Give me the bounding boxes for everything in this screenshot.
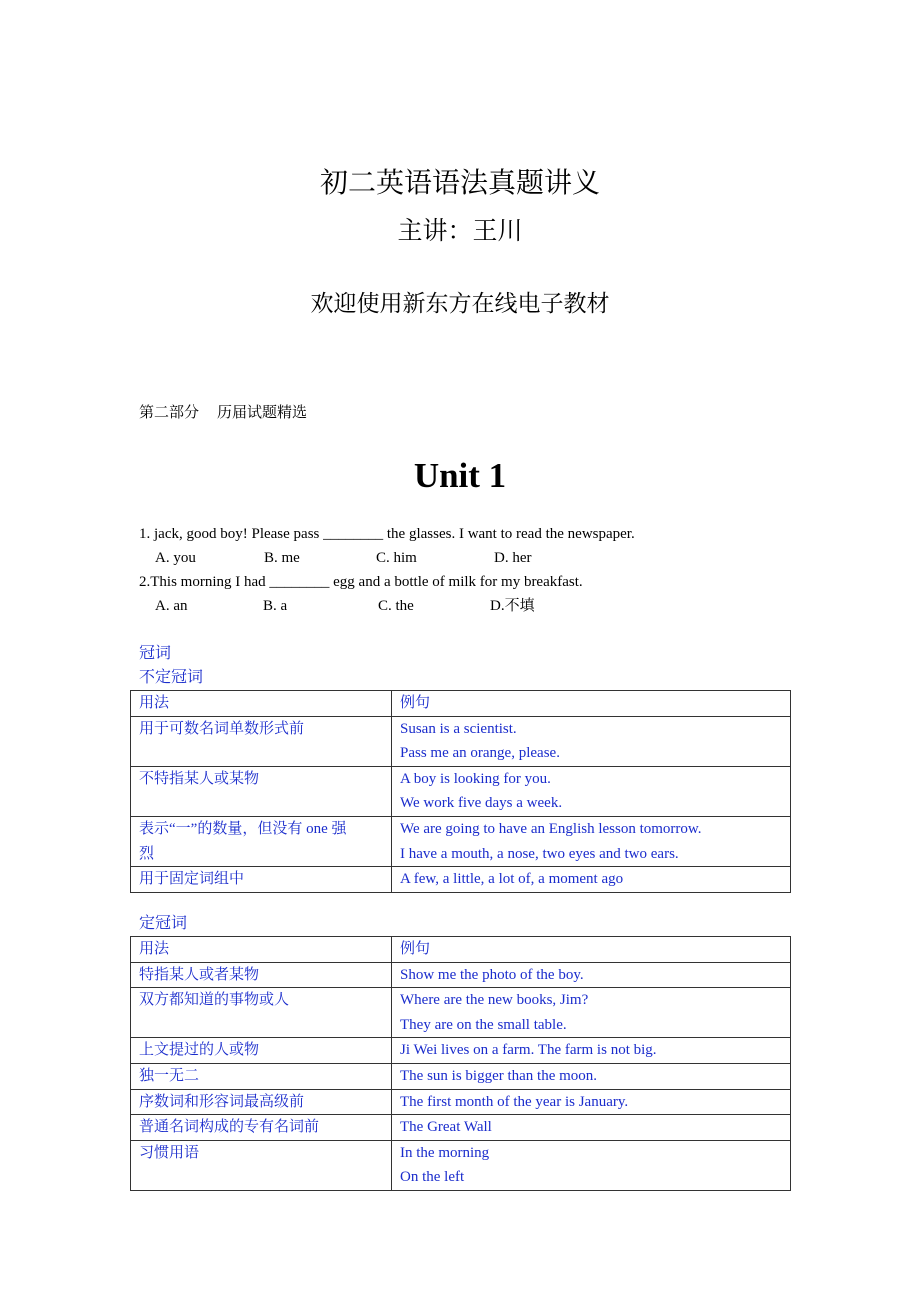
example-sentence: I have a mouth, a nose, two eyes and two ears. [400,845,679,862]
option-a: A. you [155,550,196,566]
usage-cell [131,1089,392,1115]
example-cell [392,716,791,766]
example-cell [392,816,791,866]
usage-text: 习惯用语 [139,1144,200,1161]
example-sentence: Susan is a scientist. [400,720,517,737]
table-row [131,816,791,866]
table-row [131,1089,791,1115]
table-row [131,1063,791,1089]
example-sentence: A few, a little, a lot of, a moment ago [400,871,624,888]
example-sentence: A boy is looking for you. [400,770,551,787]
usage-text: 序数词和形容词最高级前 [139,1093,305,1110]
example-sentence: Ji Wei lives on a farm. The farm is not big. [400,1042,657,1059]
example-sentence: Pass me an orange, please. [400,745,560,762]
example-cell [392,867,791,893]
unit-title: Unit 1 [413,456,507,495]
table-header-row [131,691,791,717]
welcome-line: 欢迎使用新东方在线电子教材 [310,291,610,316]
question-2-text: 2.This morning I had ________ egg and a bottle of milk for my breakfast. [139,574,583,590]
section-heading [139,402,307,424]
example-sentence: They are on the small table. [400,1016,567,1033]
header-example: 例句 [392,937,791,963]
table-row [131,867,791,893]
option-c: C. him [376,550,417,566]
example-cell [392,1063,791,1089]
example-sentence: The Great Wall [400,1119,492,1136]
question-1-options [155,546,755,570]
option-c: C. the [378,598,414,614]
indefinite-article-table [130,690,791,893]
example-sentence: The first month of the year is January. [400,1093,629,1110]
table-row [131,1115,791,1141]
option-b: B. a [263,598,288,614]
example-cell [392,1089,791,1115]
header-usage: 用法 [131,937,392,963]
option-d: D. her [494,550,532,566]
example-sentence: The sun is bigger than the moon. [400,1067,598,1084]
usage-text: 特指某人或者某物 [139,966,260,983]
example-sentence: We work five days a week. [400,795,563,812]
example-cell [392,988,791,1038]
usage-cell [131,1140,392,1190]
usage-cell [131,716,392,766]
question-2-options [155,594,755,618]
usage-cell [131,1115,392,1141]
option-d: D.不填 [490,598,535,614]
indefinite-article-label: 不定冠词 [139,669,204,686]
definite-article-label: 定冠词 [139,915,188,932]
usage-cell [131,962,392,988]
example-sentence: On the left [400,1169,465,1186]
example-sentence: Where are the new books, Jim? [400,992,589,1009]
usage-text: 用于固定词组中 [139,871,245,888]
usage-cell [131,1063,392,1089]
section-part: 第二部分 [139,405,200,421]
usage-text: 用于可数名词单数形式前 [139,720,305,737]
usage-cell [131,816,392,866]
usage-text: 独一无二 [139,1067,200,1084]
lecturer-line: 主讲：王川 [397,218,523,245]
usage-cell [131,1038,392,1064]
usage-text: 表示“一”的数量，但没有 one 强 [139,820,347,837]
example-cell [392,766,791,816]
table-header-row [131,937,791,963]
usage-text: 烈 [139,845,155,862]
example-cell [392,1038,791,1064]
table-row [131,716,791,766]
usage-text: 上文提过的人或物 [139,1042,260,1059]
table-row [131,1140,791,1190]
example-cell [392,1115,791,1141]
table-row [131,962,791,988]
usage-cell [131,867,392,893]
example-cell [392,962,791,988]
articles-heading: 冠词 [139,645,172,662]
usage-cell [131,766,392,816]
option-b: B. me [264,550,300,566]
table-row [131,1038,791,1064]
example-sentence: We are going to have an English lesson tomorrow. [400,820,702,837]
definite-article-table [130,936,791,1191]
example-sentence: In the morning [400,1144,490,1161]
header-example: 例句 [392,691,791,717]
usage-text: 双方都知道的事物或人 [139,992,290,1009]
header-usage: 用法 [131,691,392,717]
usage-text: 不特指某人或某物 [139,770,260,787]
table-row [131,988,791,1038]
document-title: 初二英语语法真题讲义 [319,168,600,199]
question-1-text: 1. jack, good boy! Please pass ________ the glasses. I want to read the newspaper. [139,526,635,542]
section-name: 历届试题精选 [217,405,308,421]
example-sentence: Show me the photo of the boy. [400,966,584,983]
table-row [131,766,791,816]
option-a: A. an [155,598,188,614]
usage-cell [131,988,392,1038]
usage-text: 普通名词构成的专有名词前 [139,1119,320,1136]
example-cell [392,1140,791,1190]
